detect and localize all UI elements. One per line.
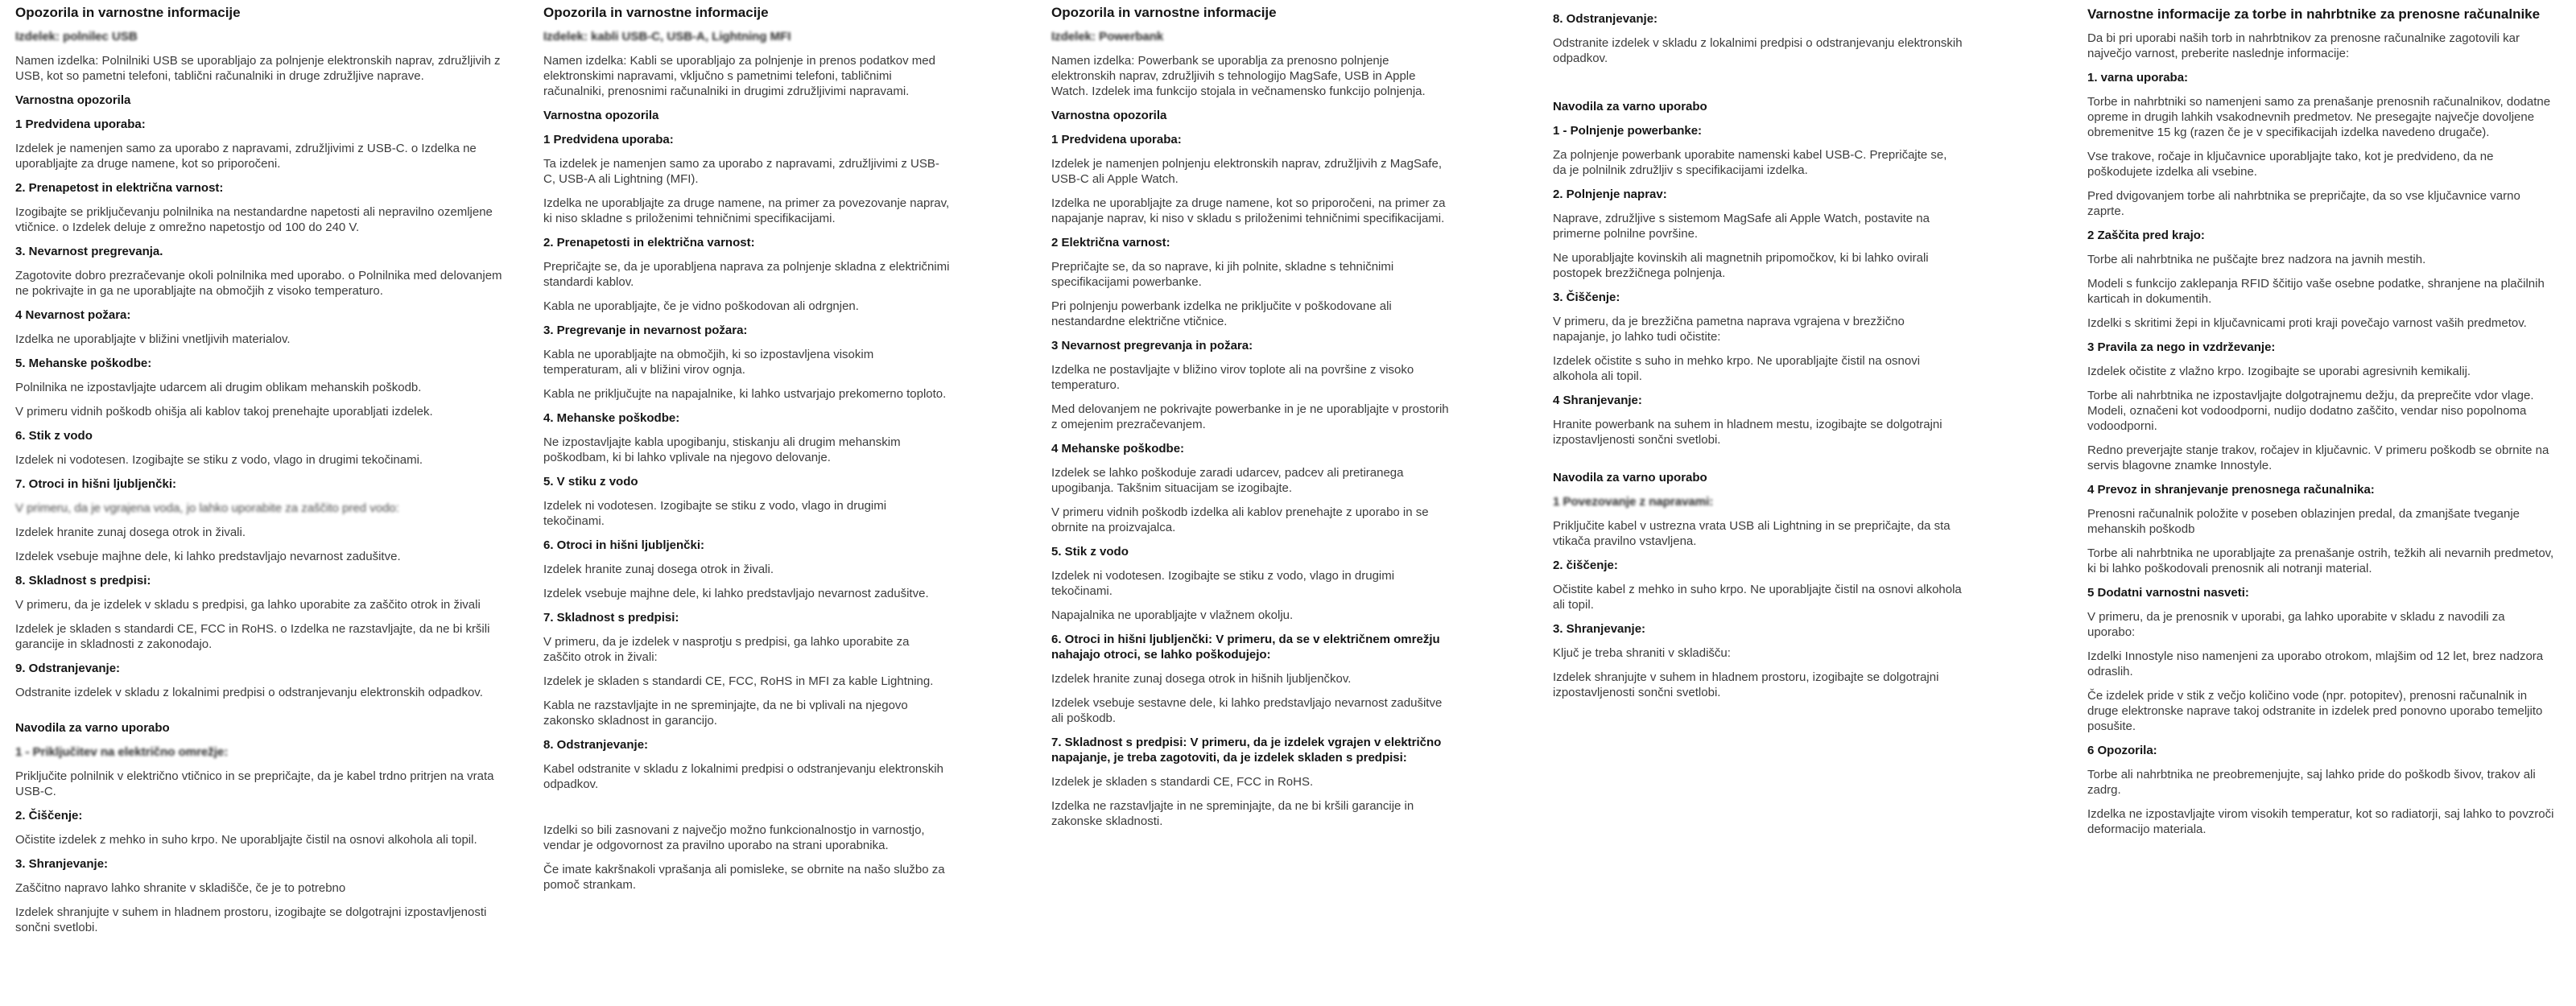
paragraph: Torbe in nahrbtniki so namenjeni samo za prenašanje prenosnih računalnikov, dodatne opreme in drugih lahkih vsakodnevnih predmetov. Ne presegajte največje dovoljene obremenitve 15 kg (razen če je v specifikacijah izdelka navedeno drugače). — [2087, 95, 2551, 139]
paragraph: Izdelki so bili zasnovani z največjo možno funkcionalnostjo in varnostjo, vendar je odgovornost za pravilno uporabo na strani uporabnika. — [543, 823, 925, 852]
spacer — [1553, 75, 1963, 99]
section-heading: 7. Otroci in hišni ljubljenčki: — [15, 477, 177, 491]
spacer — [1553, 456, 1963, 470]
section-heading: Varnostna opozorila — [543, 109, 659, 122]
paragraph: Izdelka ne postavljajte v bližino virov toplote ali na površine z visoko temperaturo. — [1051, 363, 1414, 392]
paragraph: Izdelek se lahko poškoduje zaradi udarcev, padcev ali pretiranega upogibanja. Takšnim situacijam se izogibajte. — [1051, 466, 1404, 495]
paragraph: Ključ je treba shraniti v skladišču: — [1553, 646, 1731, 660]
paragraph: Pri polnjenju powerbank izdelka ne priključite v poškodovane ali nestandardne električne vtičnice. — [1051, 299, 1392, 328]
paragraph: V primeru, da je brezžična pametna naprava vgrajena v brezžično napajanje, jo lahko tudi očistite: — [1553, 315, 1905, 344]
paragraph: Izdelek očistite z vlažno krpo. Izogibajte se uporabi agresivnih kemikalij. — [2087, 365, 2471, 378]
paragraph: Kabel odstranite v skladu z lokalnimi predpisi o odstranjevanju elektronskih odpadkov. — [543, 762, 943, 791]
section-heading: 3. Čiščenje: — [1553, 291, 1620, 304]
column-usb-charger — [15, 5, 506, 944]
paragraph: Polnilnika ne izpostavljajte udarcem ali drugim oblikam mehanskih poškodb. — [15, 381, 422, 394]
paragraph: Izdelek hranite zunaj dosega otrok in živali. — [15, 526, 246, 539]
section-heading: 1. varna uporaba: — [2087, 71, 2189, 85]
paragraph: V primeru, da je vgrajena voda, jo lahko uporabite za zaščito pred vodo: — [15, 501, 399, 515]
section-heading: 2. Polnjenje naprav: — [1553, 188, 1667, 201]
document-title: Opozorila in varnostne informacije — [15, 5, 241, 20]
section-heading: 9. Odstranjevanje: — [15, 662, 121, 675]
section-heading: 4 Prevoz in shranjevanje prenosnega računalnika: — [2087, 483, 2375, 497]
product-name: Izdelek: Powerbank — [1051, 30, 1164, 43]
paragraph: Naprave, združljive s sistemom MagSafe ali Apple Watch, postavite na primerne polnilne površine. — [1553, 212, 1930, 241]
paragraph: Izdelek vsebuje majhne dele, ki lahko predstavljajo nevarnost zadušitve. — [15, 550, 401, 563]
section-heading: 5 Dodatni varnostni nasveti: — [2087, 586, 2249, 600]
paragraph: Torbe ali nahrbtnika ne izpostavljajte dolgotrajnemu dežju, da preprečite vdor vlage. Modeli, označeni kot vodoodporni, nudijo dodatno zaščito, vendar niso popolnoma vodoodporni. — [2087, 389, 2534, 433]
paragraph: Pred dvigovanjem torbe ali nahrbtnika se prepričajte, da so vse ključavnice varno zaprte. — [2087, 189, 2520, 218]
paragraph: Kabla ne razstavljajte in ne spreminjajte, da ne bi vplivali na njegovo zakonsko skladnost in garancijo. — [543, 699, 908, 728]
paragraph: V primeru, da je prenosnik v uporabi, ga lahko uporabite v skladu z navodili za uporabo: — [2087, 610, 2505, 639]
paragraph: Izdelek shranjujte v suhem in hladnem prostoru, izogibajte se dolgotrajni izpostavljenosti sončni svetlobi. — [1553, 670, 1939, 699]
paragraph: Izdelek je namenjen samo za uporabo z napravami, združljivimi z USB-C. o Izdelka ne uporabljajte za druge namene, kot so priporočeni. — [15, 142, 477, 171]
paragraph: Ne uporabljajte kovinskih ali magnetnih pripomočkov, ki bi lahko ovirali postopek brezžičnega polnjenja. — [1553, 251, 1929, 280]
document-title: Opozorila in varnostne informacije — [1051, 5, 1277, 20]
section-heading: 4. Mehanske poškodbe: — [543, 411, 680, 425]
paragraph: Namen izdelka: Kabli se uporabljajo za polnjenje in prenos podatkov med elektronskimi napravami, vključno s pametnimi telefoni, tabličnimi računalniki, prenosnimi računalniki in drugimi združljivimi napravami. — [543, 54, 935, 98]
section-heading: 3 Nevarnost pregrevanja in požara: — [1051, 339, 1253, 353]
paragraph: Modeli s funkcijo zaklepanja RFID ščitijo vaše osebne podatke, shranjene na plačilnih karticah in dokumentih. — [2087, 277, 2545, 306]
paragraph: Prepričajte se, da so naprave, ki jih polnite, skladne s tehničnimi specifikacijami powerbanke. — [1051, 260, 1394, 289]
section-heading: 1 - Polnjenje powerbanke: — [1553, 124, 1703, 138]
paragraph: Kabla ne uporabljajte, če je vidno poškodovan ali odrgnjen. — [543, 299, 859, 313]
paragraph: Prenosni računalnik položite v poseben oblazinjen predal, da zmanjšate tveganje mehanskih poškodb — [2087, 507, 2520, 536]
section-heading: 1 Predvidena uporaba: — [15, 118, 146, 131]
paragraph: Torbe ali nahrbtnika ne puščajte brez nadzora na javnih mestih. — [2087, 253, 2426, 266]
section-heading: 7. Skladnost s predpisi: V primeru, da je izdelek vgrajen v električno napajanje, je treba zagotoviti, da je izdelek skladen s predpisi: — [1051, 736, 1442, 765]
paragraph: Izogibajte se priključevanju polnilnika na nestandardne napetosti ali nepravilno ozemljene vtičnice. o Izdelek deluje z omrežno napetostjo od 100 do 240 V. — [15, 205, 493, 234]
paragraph: Izdelka ne uporabljajte za druge namene, na primer za povezovanje naprav, ki niso skladne s priloženimi tehničnimi specifikacijami. — [543, 196, 950, 225]
section-heading: 2. Čiščenje: — [15, 809, 83, 823]
paragraph: Odstranite izdelek v skladu z lokalnimi predpisi o odstranjevanju elektronskih odpadkov. — [1553, 36, 1963, 65]
section-heading: 8. Skladnost s predpisi: — [15, 574, 151, 588]
section-heading: 6. Otroci in hišni ljubljenčki: — [543, 538, 705, 552]
column-laptop-bags — [2087, 6, 2554, 846]
section-heading: 3. Nevarnost pregrevanja. — [15, 245, 163, 258]
paragraph: Izdelki Innostyle niso namenjeni za uporabo otrokom, mlajšim od 12 let, brez nadzora odraslih. — [2087, 649, 2544, 678]
paragraph: Izdelka ne uporabljajte v bližini vnetljivih materialov. — [15, 332, 291, 346]
paragraph: V primeru, da je izdelek v skladu s predpisi, ga lahko uporabite za zaščito otrok in živali — [15, 598, 481, 612]
spacer — [543, 801, 950, 823]
paragraph: Če izdelek pride v stik z večjo količino vode (npr. potopitev), prenosni računalnik in druge elektronske naprave takoj odstranite in izdelek pred ponovno uporabo temeljito posušite. — [2087, 689, 2543, 733]
paragraph: Za polnjenje powerbank uporabite namenski kabel USB-C. Prepričajte se, da je polnilnik združljiv s specifikacijami izdelka. — [1553, 148, 1947, 177]
paragraph: V primeru vidnih poškodb ohišja ali kablov takoj prenehajte uporabljati izdelek. — [15, 405, 433, 418]
paragraph: Izdelek ni vodotesen. Izogibajte se stiku z vodo, vlago in drugimi tekočinami. — [15, 453, 423, 467]
document-title: Opozorila in varnostne informacije — [543, 5, 769, 20]
paragraph: Izdelek je skladen s standardi CE, FCC in RoHS. o Izdelka ne razstavljajte, da ne bi kršili garancije in skladnosti z zakonodajo. — [15, 622, 490, 651]
product-name: Izdelek: polnilec USB — [15, 30, 138, 43]
paragraph: Napajalnika ne uporabljajte v vlažnem okolju. — [1051, 608, 1294, 622]
section-heading: 8. Odstranjevanje: — [1553, 12, 1658, 26]
paragraph: Da bi pri uporabi naših torb in nahrbtnikov za prenosne računalnike zagotovili kar največjo varnost, preberite naslednje informacije: — [2087, 31, 2520, 60]
section-heading: 4 Mehanske poškodbe: — [1051, 442, 1185, 456]
section-heading: 1 Predvidena uporaba: — [1051, 133, 1182, 146]
section-heading: Varnostna opozorila — [15, 93, 131, 107]
paragraph: Odstranite izdelek v skladu z lokalnimi predpisi o odstranjevanju elektronskih odpadkov. — [15, 686, 483, 699]
paragraph: Če imate kakršnakoli vprašanja ali pomisleke, se obrnite na našo službo za pomoč strankam. — [543, 863, 945, 892]
section-heading: 6. Stik z vodo — [15, 429, 93, 443]
paragraph: Med delovanjem ne pokrivajte powerbanke in je ne uporabljajte v prostorih z omejenim prezračevanjem. — [1051, 402, 1449, 431]
product-name: Izdelek: kabli USB-C, USB-A, Lightning MFI — [543, 30, 791, 43]
paragraph: Priključite polnilnik v električno vtičnico in se prepričajte, da je kabel trdno pritrjen na vrata USB-C. — [15, 769, 494, 798]
section-heading: 1 Povezovanje z napravami: — [1553, 495, 1714, 509]
paragraph: Izdelek ni vodotesen. Izogibajte se stiku z vodo, vlago in drugimi tekočinami. — [1051, 569, 1395, 598]
section-heading: 6. Otroci in hišni ljubljenčki: V primeru, da se v električnem omrežju nahajajo otroci, se lahko poškodujejo: — [1051, 633, 1440, 662]
paragraph: Očistite kabel z mehko in suho krpo. Ne uporabljajte čistil na osnovi alkohola ali topil. — [1553, 583, 1962, 612]
section-heading: Navodila za varno uporabo — [15, 721, 170, 735]
section-heading: 5. Mehanske poškodbe: — [15, 357, 152, 370]
paragraph: Izdelek očistite s suho in mehko krpo. Ne uporabljajte čistil na osnovi alkohola ali topil. — [1553, 354, 1921, 383]
paragraph: Izdelek je skladen s standardi CE, FCC, RoHS in MFI za kable Lightning. — [543, 674, 934, 688]
document-title: Varnostne informacije za torbe in nahrbtnike za prenosne računalnike — [2087, 6, 2541, 22]
paragraph: Izdelek hranite zunaj dosega otrok in živali. — [543, 563, 774, 576]
section-heading: Navodila za varno uporabo — [1553, 100, 1707, 113]
paragraph: Namen izdelka: Polnilniki USB se uporabljajo za polnjenje elektronskih naprav, združljivih z USB, kot so pametni telefoni, tablični računalniki in druge združljive naprave. — [15, 54, 501, 83]
paragraph: Izdelek je namenjen polnjenju elektronskih naprav, združljivih z MagSafe, USB-C ali Apple Watch. — [1051, 157, 1442, 186]
paragraph: Izdelki s skritimi žepi in ključavnicami proti kraji povečajo varnost vaših predmetov. — [2087, 316, 2527, 330]
section-heading: 3. Shranjevanje: — [1553, 622, 1646, 636]
column-powerbank-instructions — [1553, 11, 1963, 709]
paragraph: Izdelka ne razstavljajte in ne spreminjajte, da ne bi kršili garancije in zakonske skladnosti. — [1051, 799, 1414, 828]
paragraph: Očistite izdelek z mehko in suho krpo. Ne uporabljajte čistil na osnovi alkohola ali topil. — [15, 833, 477, 847]
section-heading: 3. Shranjevanje: — [15, 857, 109, 871]
spacer — [15, 709, 506, 720]
paragraph: Priključite kabel v ustrezna vrata USB ali Lightning in se prepričajte, da sta vtikača pravilno vstavljena. — [1553, 519, 1951, 548]
paragraph: Kabla ne priključujte na napajalnike, ki lahko ustvarjajo prekomerno toploto. — [543, 387, 947, 401]
section-heading: 6 Opozorila: — [2087, 744, 2157, 757]
section-heading: 2. Prenapetost in električna varnost: — [15, 181, 224, 195]
paragraph: Torbe ali nahrbtnika ne preobremenjujte, saj lahko pride do poškodb šivov, trakov ali zadrg. — [2087, 768, 2536, 797]
column-powerbank — [1051, 5, 1454, 838]
section-heading: 7. Skladnost s predpisi: — [543, 611, 679, 625]
paragraph: Prepričajte se, da je uporabljena naprava za polnjenje skladna z električnimi standardi kablov. — [543, 260, 950, 289]
paragraph: V primeru, da je izdelek v nasprotju s predpisi, ga lahko uporabite za zaščito otrok in živali: — [543, 635, 910, 664]
section-heading: 4 Shranjevanje: — [1553, 394, 1642, 407]
section-heading: 3. Pregrevanje in nevarnost požara: — [543, 324, 748, 337]
paragraph: Izdelek hranite zunaj dosega otrok in hišnih ljubljenčkov. — [1051, 672, 1352, 686]
section-heading: 2. čiščenje: — [1553, 559, 1618, 572]
section-heading: Varnostna opozorila — [1051, 109, 1167, 122]
paragraph: Izdelka ne izpostavljajte virom visokih temperatur, kot so radiatorji, saj lahko to povzroči deformacijo materiala. — [2087, 807, 2554, 836]
section-heading: 1 - Priključitev na električno omrežje: — [15, 745, 229, 759]
section-heading: 5. V stiku z vodo — [543, 475, 638, 489]
column-cables — [543, 5, 950, 901]
paragraph: Namen izdelka: Powerbank se uporablja za prenosno polnjenje elektronskih naprav, združljivih s tehnologijo MagSafe, USB in Apple Watch. Izdelek ima funkcijo stojala in večnamensko funkcijo polnjenja. — [1051, 54, 1426, 98]
section-heading: Navodila za varno uporabo — [1553, 471, 1707, 484]
paragraph: Torbe ali nahrbtnika ne uporabljajte za prenašanje ostrih, težkih ali nevarnih predmetov, ki bi lahko poškodovali prenosnik ali notranji material. — [2087, 546, 2554, 575]
paragraph: Ta izdelek je namenjen samo za uporabo z napravami, združljivimi z USB-C, USB-A ali Lightning (MFI). — [543, 157, 939, 186]
section-heading: 4 Nevarnost požara: — [15, 308, 131, 322]
paragraph: Redno preverjajte stanje trakov, ročajev in ključavnic. V primeru poškodb se obrnite na servis blagovne znamke Innostyle. — [2087, 443, 2549, 472]
section-heading: 2 Zaščita pred krajo: — [2087, 229, 2205, 242]
paragraph: Zaščitno napravo lahko shranite v skladišče, če je to potrebno — [15, 881, 346, 895]
section-heading: 2 Električna varnost: — [1051, 236, 1170, 249]
paragraph: Izdelka ne uporabljajte za druge namene, kot so priporočeni, na primer za napajanje naprav, ki niso v skladu s priloženimi tehničnimi specifikacijami. — [1051, 196, 1446, 225]
section-heading: 8. Odstranjevanje: — [543, 738, 649, 752]
paragraph: Izdelek vsebuje majhne dele, ki lahko predstavljajo nevarnost zadušitve. — [543, 587, 929, 600]
paragraph: Zagotovite dobro prezračevanje okoli polnilnika med uporabo. o Polnilnika med delovanjem ne pokrivajte in ga ne uporabljajte na območjih z visoko temperaturo. — [15, 269, 502, 298]
section-heading: 1 Predvidena uporaba: — [543, 133, 674, 146]
paragraph: Hranite powerbank na suhem in hladnem mestu, izogibajte se dolgotrajni izpostavljenosti sončni svetlobi. — [1553, 418, 1942, 447]
paragraph: Izdelek vsebuje sestavne dele, ki lahko predstavljajo nevarnost zadušitve ali poškodb. — [1051, 696, 1443, 725]
paragraph: V primeru vidnih poškodb izdelka ali kablov prenehajte z uporabo in se obrnite na proizvajalca. — [1051, 505, 1429, 534]
paragraph: Izdelek shranjujte v suhem in hladnem prostoru, izogibajte se dolgotrajni izpostavljenosti sončni svetlobi. — [15, 905, 487, 934]
paragraph: Kabla ne uporabljajte na območjih, ki so izpostavljena visokim temperaturam, ali v bližini virov ognja. — [543, 348, 874, 377]
section-heading: 5. Stik z vodo — [1051, 545, 1129, 559]
paragraph: Ne izpostavljajte kabla upogibanju, stiskanju ali drugim mehanskim poškodbam, ki bi lahko vplivale na njegovo delovanje. — [543, 435, 901, 464]
paragraph: Izdelek ni vodotesen. Izogibajte se stiku z vodo, vlago in drugimi tekočinami. — [543, 499, 887, 528]
section-heading: 3 Pravila za nego in vzdrževanje: — [2087, 340, 2276, 354]
paragraph: Vse trakove, ročaje in ključavnice uporabljajte tako, kot je predvideno, da ne poškodujete izdelka ali vsebine. — [2087, 150, 2494, 179]
paragraph: Izdelek je skladen s standardi CE, FCC in RoHS. — [1051, 775, 1314, 789]
section-heading: 2. Prenapetosti in električna varnost: — [543, 236, 755, 249]
